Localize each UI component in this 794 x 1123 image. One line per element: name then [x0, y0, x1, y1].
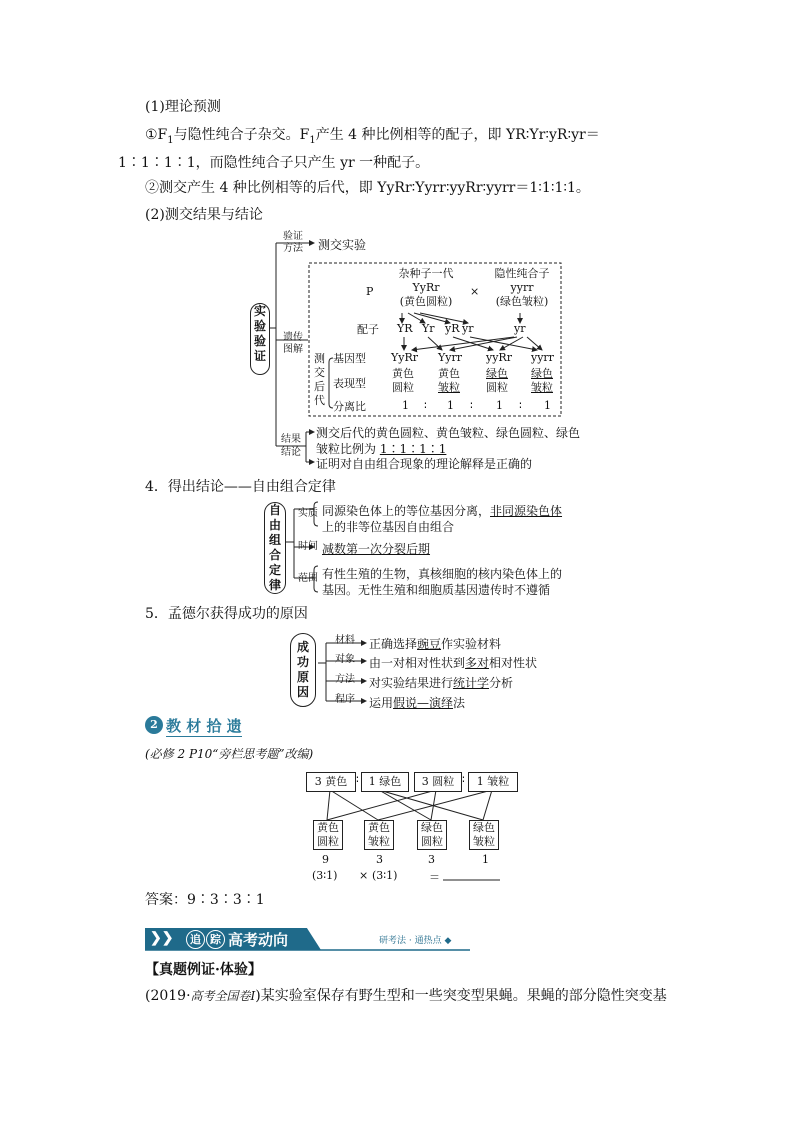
heading-section-4: 4．得出结论——自由组合定律 [145, 479, 336, 495]
eq-times: × [359, 869, 369, 882]
parent-hybrid: 杂种子一代 YyRr (黄色圆粒) [398, 267, 454, 308]
genotype-Yyrr: Yyrr [438, 351, 462, 364]
text-testcross: 测交实验 [318, 238, 367, 252]
genotype-yyrr: yyrr [531, 351, 554, 364]
colon-2: ∶ [462, 773, 465, 786]
row-label-genotype: 基因型 [333, 352, 366, 365]
box-yellow-round: 黄色 圆粒 [313, 820, 343, 850]
box-3-round: 3 圆粒 [414, 772, 462, 792]
result-line-1: 测交后代的黄色圆粒、黄色皱粒、绿色圆粒、绿色 [316, 426, 581, 440]
essence-line-2: 上的非等位基因自由组合 [322, 520, 455, 534]
box-3-yellow: 3 黄色 [306, 772, 356, 792]
badge-icon: 2 [145, 716, 163, 734]
num-3a: 3 [376, 853, 383, 866]
time-text: 减数第一次分裂后期 [322, 542, 431, 556]
num-1: 1 [482, 853, 489, 866]
phenotype-4: 绿色 皱粒 [531, 367, 553, 394]
gamete-yR: yR [445, 322, 460, 335]
scope-line-1: 有性生殖的生物，真核细胞的核内染色体上的 [322, 567, 563, 581]
ratio-3: 1 [496, 399, 503, 412]
num-9: 9 [322, 853, 329, 866]
paragraph-theory-1-cont: 1∶1∶1∶1，而隐性纯合子只产生 yr 一种配子。 [118, 155, 430, 171]
heading-exam: 【真题例证·体验】 [145, 962, 262, 978]
eq-equals: ＝ [429, 871, 440, 884]
eq-term-2: (3∶1) [372, 869, 398, 882]
row-label-ratio: 分离比 [333, 400, 366, 413]
label-material: 材料 [335, 635, 355, 646]
phenotype-2: 黄色 皱粒 [438, 367, 460, 394]
num-3b: 3 [428, 853, 435, 866]
parent-recessive: 隐性纯合子 yyrr (绿色皱粒) [494, 267, 550, 308]
ratio-colon-3: ∶ [519, 399, 522, 412]
box-green-round: 绿色 圆粒 [417, 820, 447, 850]
label-verify-method: 验证 方法 [283, 231, 303, 254]
label-scope: 范围 [298, 573, 318, 584]
label-essence: 实质 [298, 508, 318, 519]
genotype-yyRr: yyRr [486, 351, 512, 364]
label-procedure: 程序 [335, 694, 355, 705]
label-gametes: 配子 [357, 323, 379, 336]
essence-line-1: 同源染色体上的等位基因分离，非同源染色体 [322, 504, 563, 518]
label-result-conclusion: 结果 结论 [281, 434, 301, 458]
genotype-YyRr: YyRr [391, 351, 419, 364]
gamete-Yr: Yr [422, 322, 435, 335]
result-line-3: 证明对自由组合现象的理论解释是正确的 [316, 457, 533, 471]
heading-section-5: 5．孟德尔获得成功的原因 [145, 606, 308, 622]
label-object: 对象 [335, 654, 355, 665]
box-1-green: 1 绿色 [361, 772, 409, 792]
paragraph-theory-1: $①F_1$与隐性纯合子杂交。$F_1$产生 4 种比例相等的配子，即 YR∶Yr∶yR∶yr＝ [145, 127, 600, 146]
root-experiment-verify: 实 验 验 证 [250, 303, 270, 375]
label-time: 时间 [298, 541, 318, 552]
track-char-2: 踪 [206, 930, 225, 949]
reason-material: 正确选择豌豆作实验材料 [369, 637, 502, 651]
box-yellow-wrinkled: 黄色 皱粒 [364, 820, 394, 850]
label-genetic-diagram: 遗传 图解 [283, 332, 303, 355]
reason-method: 对实验结果进行统计学分析 [369, 676, 514, 690]
scope-line-2: 基因。无性生殖和细胞质基因遗传时不遵循 [322, 583, 551, 597]
label-method: 方法 [335, 674, 355, 685]
row-label-phenotype: 表现型 [333, 377, 366, 390]
source-note: (必修 2 P10“旁栏思考题”改编) [145, 747, 314, 761]
ratio-1: 1 [402, 399, 409, 412]
reason-object: 由一对相对性状到多对相对性状 [369, 656, 538, 670]
box-green-wrinkled: 绿色 皱粒 [469, 820, 499, 850]
track-title: 高考动向 [228, 931, 289, 949]
gamete-yr-recessive: yr [514, 322, 526, 335]
chevron-icon: ❯❯ [150, 930, 174, 946]
gamete-yr: yr [462, 322, 474, 335]
colon-1: ∶ [356, 773, 359, 786]
heading-supplement: 教 材 拾 遗 [166, 717, 242, 735]
track-char-1: 追 [186, 930, 205, 949]
label-P: P [366, 285, 374, 298]
ratio-4: 1 [544, 399, 551, 412]
gamete-YR: YR [397, 322, 413, 335]
answer-text: 答案：9∶3∶3∶1 [145, 892, 265, 908]
subheading-result: (2)测交结果与结论 [145, 207, 263, 223]
reason-procedure: 运用假说—演绎法 [369, 696, 466, 710]
eq-term-1: (3∶1) [312, 869, 338, 882]
phenotype-1: 黄色 圆粒 [392, 367, 414, 394]
result-line-2: 皱粒比例为 1∶1∶1∶1 [316, 442, 447, 456]
cross-sign: × [470, 285, 480, 298]
subheading-theory: (1)理论预测 [145, 99, 221, 115]
phenotype-3: 绿色 圆粒 [486, 367, 508, 394]
root-success-reasons: 成 功 原 因 [290, 633, 316, 707]
box-1-wrinkled: 1 皱粒 [468, 772, 518, 792]
paragraph-theory-2: ②测交产生 4 种比例相等的后代，即 YyRr∶Yyrr∶yyRr∶yyrr＝1∶1∶1∶1。 [145, 180, 590, 196]
root-free-combination-law: 自 由 组 合 定 律 [264, 502, 286, 594]
ratio-colon-1: ∶ [424, 399, 427, 412]
track-subtitle: 研考法 · 通热点 ◆ [379, 936, 452, 946]
ratio-2: 1 [447, 399, 454, 412]
ratio-colon-2: ∶ [470, 399, 473, 412]
label-testcross-offspring: 测 交 后 代 [314, 352, 325, 407]
exam-paragraph: (2019·高考全国卷Ⅰ)某实验室保存有野生型和一些突变型果蝇。果蝇的部分隐性突变基 [145, 988, 667, 1004]
